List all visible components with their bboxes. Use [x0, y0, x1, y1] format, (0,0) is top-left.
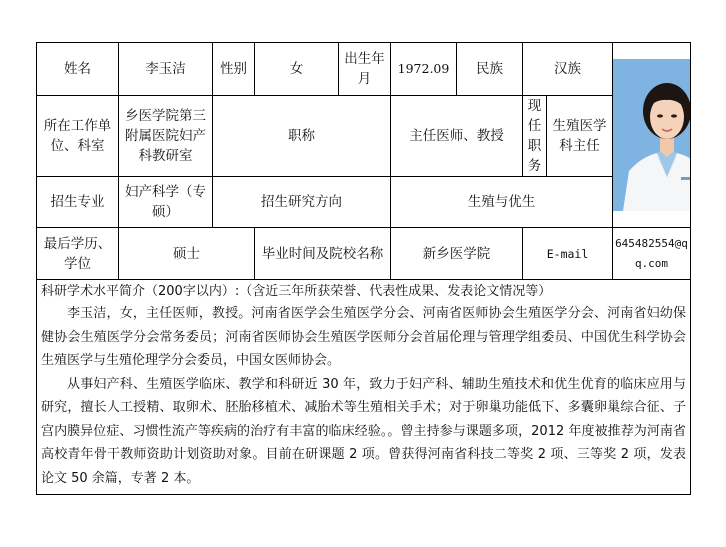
row-work: [37, 96, 691, 177]
row-basic: [37, 43, 691, 96]
portrait-image: [613, 59, 691, 211]
email-value: 645482554@qq.com: [613, 228, 691, 280]
major-label: 招生专业: [37, 177, 119, 228]
summary-paragraph-2: 从事妇产科、生殖医学临床、教学和科研近 30 年，致力于妇产科、辅助生殖技术和优生优育的临床应用与研究，擅长人工授精、取卵术、胚胎移植术、减胎术等生殖相关手术；对于卵巢功能低下、多囊卵巢综合征、子宫内膜异位症、习惯性流产等疾病的治疗有丰富的临床经验。。曾主持参与课题多项，2012 年度被推荐为河南省高校青年骨干教师资助计划资助对象。目前在研课题 2 项。曾获得河南省科技二等奖 2 项、三等奖 2 项，发表论文 50 余篇，专著 2 本。: [41, 376, 686, 486]
summary-heading: 科研学术水平简介（200字以内）:（含近三年所获荣誉、代表性成果、发表论文情况等）: [41, 284, 552, 299]
name-value: 李玉洁: [119, 43, 213, 96]
name-label: 姓名: [37, 43, 119, 96]
direction-label: 招生研究方向: [213, 177, 391, 228]
major-value: 妇产科学（专硕）: [119, 177, 213, 228]
graduation-value: 新乡医学院: [391, 228, 523, 280]
row-summary: [37, 280, 691, 495]
direction-value: 生殖与优生: [391, 177, 613, 228]
birth-label: 出生年月: [339, 43, 391, 96]
education-label: 最后学历、学位: [37, 228, 119, 280]
row-enrollment: [37, 177, 691, 228]
gender-label: 性别: [213, 43, 255, 96]
graduation-label: 毕业时间及院校名称: [255, 228, 391, 280]
portrait-photo: [613, 59, 691, 211]
summary-paragraph-1: 李玉洁，女，主任医师，教授。河南省医学会生殖医学分会、河南省医师协会生殖医学分会、河南省妇幼保健协会生殖医学分会常务委员；河南省医师协会生殖医学医师分会首届伦理与管理学组委员、中国优生科学协会生殖医学与生殖伦理学分会委员，中国女医师协会。: [41, 306, 686, 368]
ethnicity-value: 汉族: [523, 43, 613, 96]
summary-cell: [37, 280, 691, 495]
position-label: 现任职务: [523, 96, 547, 177]
email-label: E-mail: [523, 228, 613, 280]
position-value: 生殖医学科主任: [547, 96, 613, 177]
title-label: 职称: [213, 96, 391, 177]
gender-value: 女: [255, 43, 339, 96]
education-value: 硕士: [119, 228, 255, 280]
row-education: [37, 228, 691, 280]
ethnicity-label: 民族: [457, 43, 523, 96]
photo-cell: [613, 43, 691, 228]
workplace-value: 乡医学院第三附属医院妇产科教研室: [119, 96, 213, 177]
birth-value: 1972.09: [391, 43, 457, 96]
workplace-label: 所在工作单位、科室: [37, 96, 119, 177]
title-value: 主任医师、教授: [391, 96, 523, 177]
profile-table: [36, 42, 691, 495]
